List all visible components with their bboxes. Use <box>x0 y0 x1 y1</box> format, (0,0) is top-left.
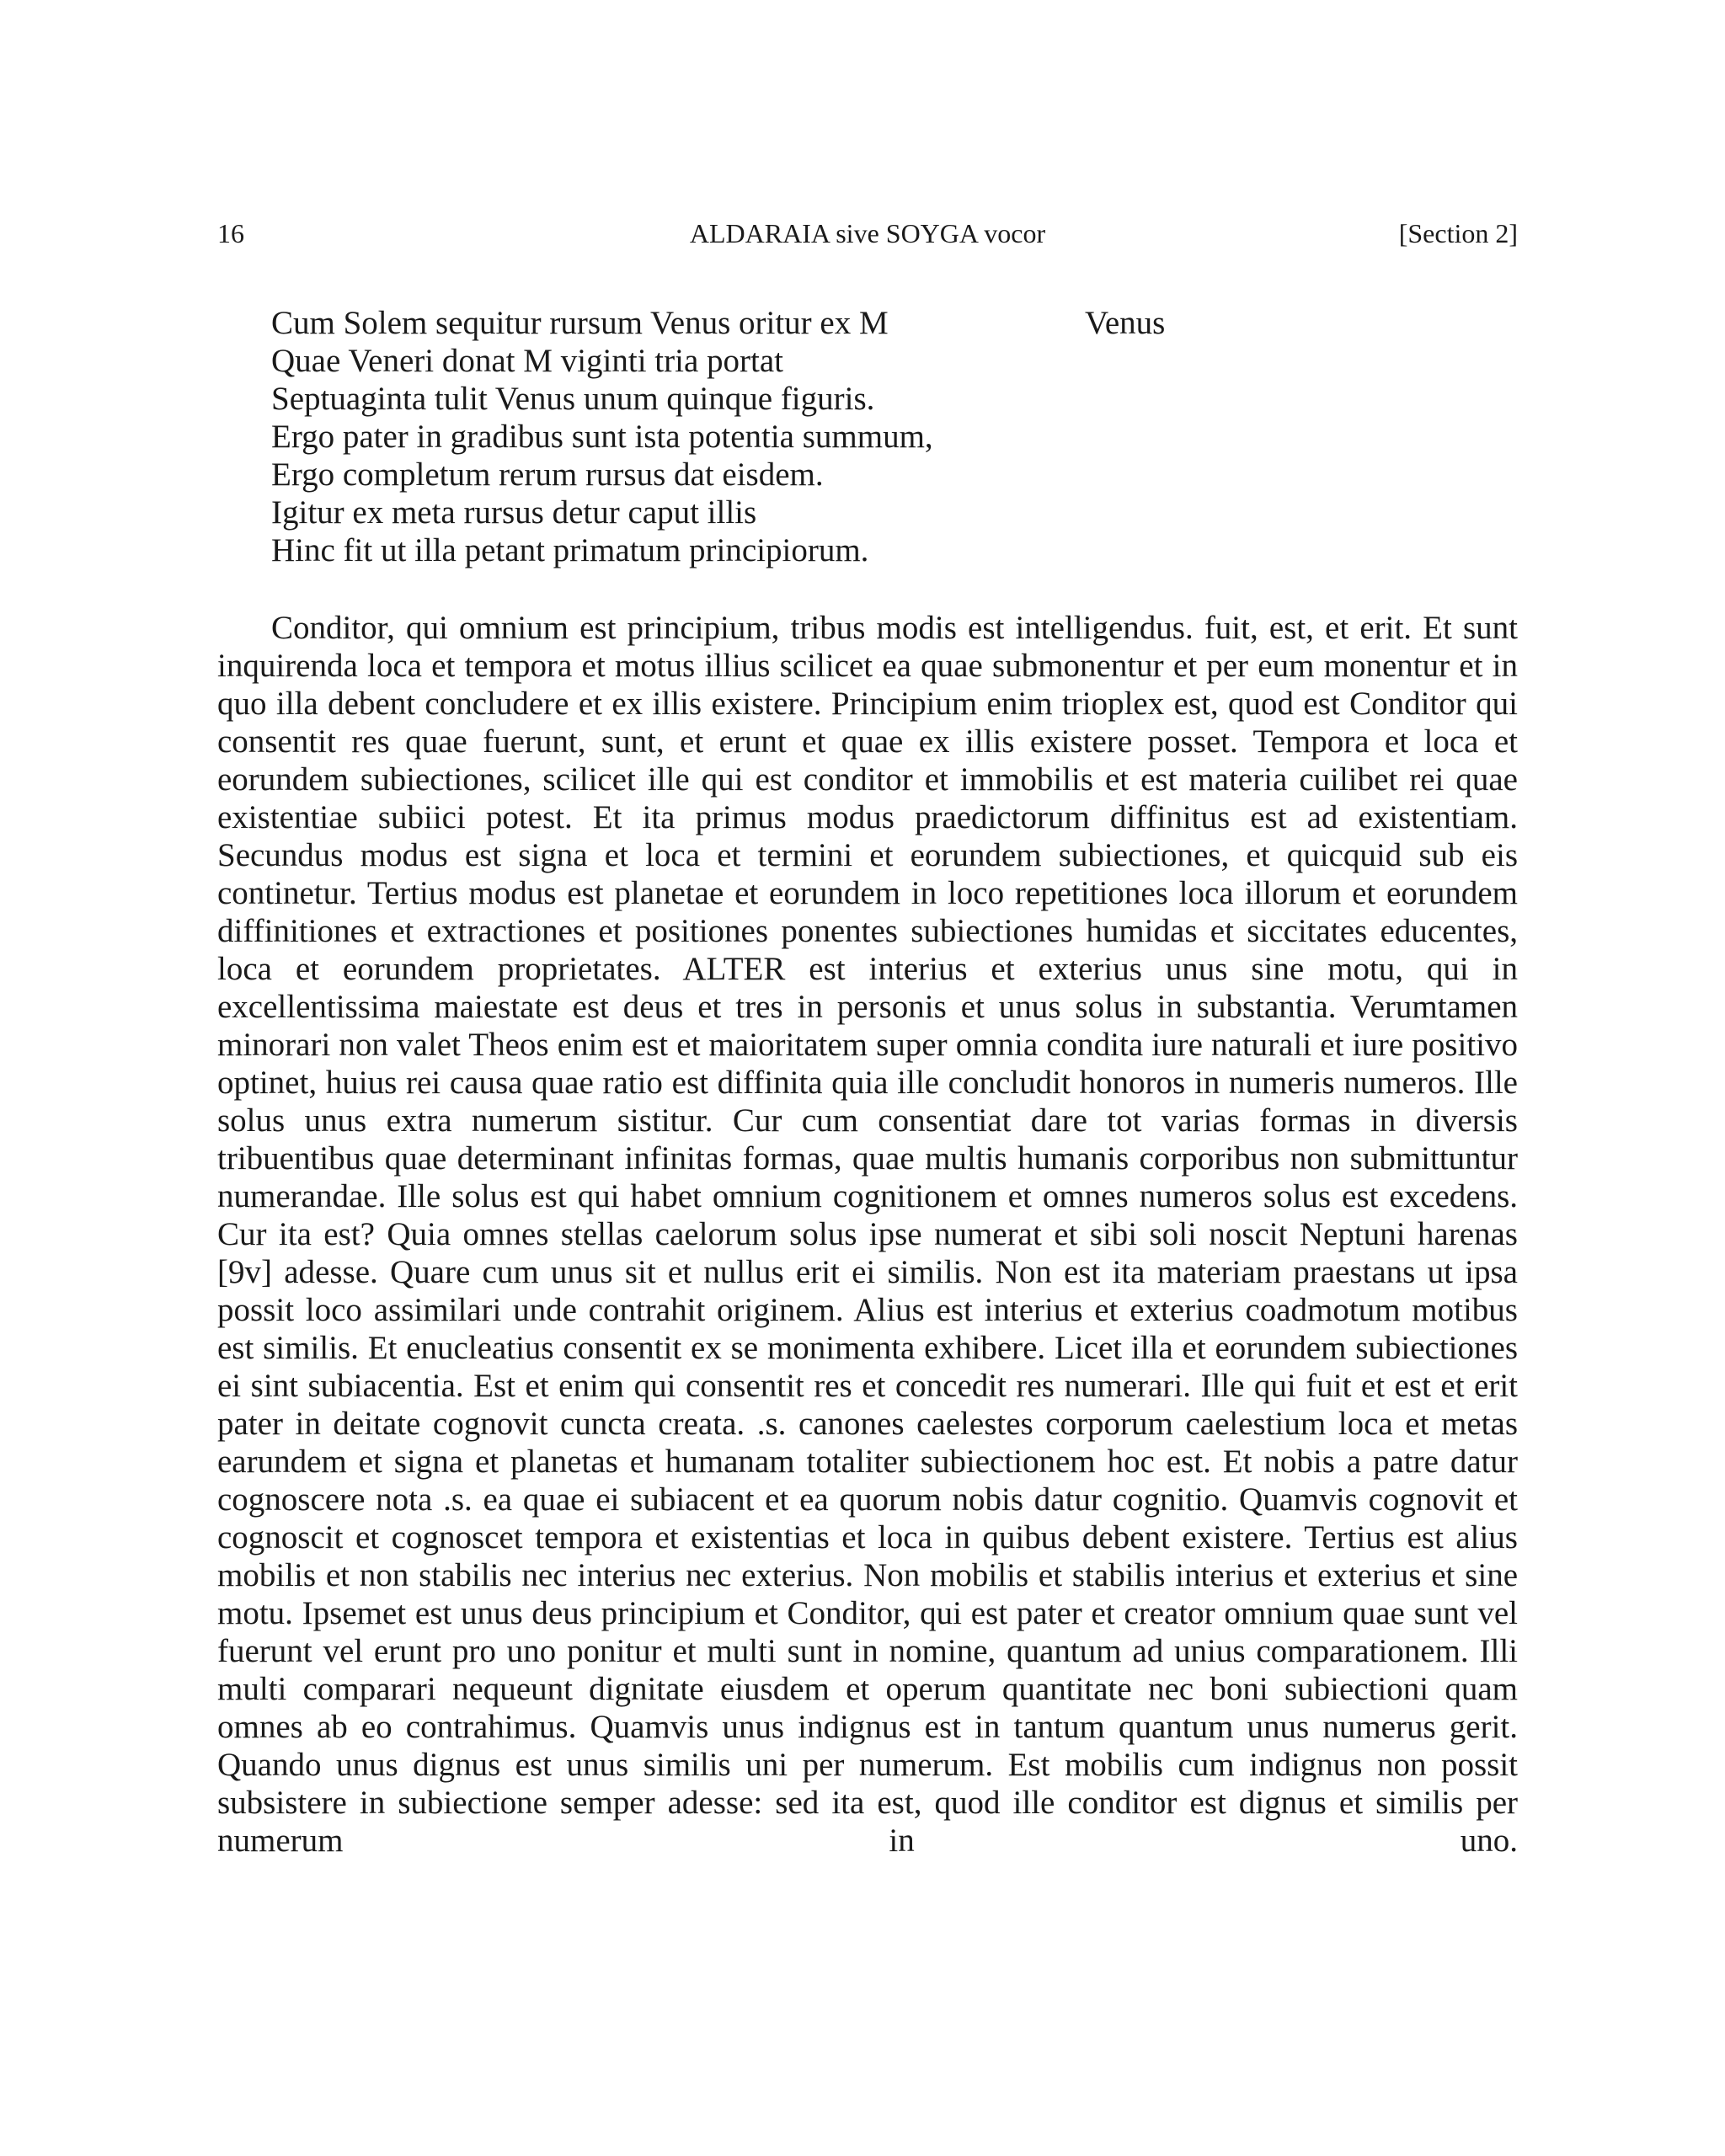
verse-line: Septuaginta tulit Venus unum quinque figuris. <box>271 381 875 417</box>
body-paragraph: Conditor, qui omnium est principium, tribus modis est intelligendus. fuit, est, et erit. Et sunt inquirenda loca et tempora et motus illius scilicet ea quae submonentur et per eum monentur et in quo illa debent concludere et ex illis existere. Principium enim trioplex est, quod est Conditor qui consentit res quae fuerunt, sunt, et erunt et quae ex illis existere posset. Tempora et loca et eorundem subiectiones, scilicet ille qui est conditor et immobilis et est materia cuilibet rei quae existentiae subiici potest. Et ita primus modus praedictorum diffinitus est ad existentiam. Secundus modus est signa et loca et termini et eorundem subiectiones, et quicquid sub eis continetur. Tertius modus est planetae et eorundem in loco repetitiones loca illorum et eorundem diffinitiones et extractiones et positiones ponentes subiectiones humidas et siccitates educentes, loca et eorundem proprietates. ALTER est interius et exterius unus sine motu, qui in excellentissima maiestate est deus et tres in personis et unus solus in substantia. Verumtamen minorari non valet Theos enim est et maioritatem super omnia condita iure naturali et iure positivo optinet, huius rei causa quae ratio est diffinita quia ille concludit honoros in numeris numeros. Ille solus unus extra numerum sistitur. Cur cum consentiat dare tot varias formas in diversis tribuentibus quae determinant infinitas formas, quae multis humanis corporibus non submittuntur numerandae. Ille solus est qui habet omnium cognitionem et omnes numeros solus est excedens. Cur ita est? Quia omnes stellas caelorum solus ipse numerat et sibi soli noscit Neptuni harenas [9v] adesse. Quare cum unus sit et nullus erit ei similis. Non est ita materiam praestans ut ipsa possit loco assimilari unde contrahit originem. Alius est interius et exterius coadmotum motibus est similis. Et enucleatius consentit ex se monimenta exhibere. Licet illa et eorundem subiectiones ei sint subiacentia. Est et enim qui consentit res et concedit res numerari. Ille qui fuit et est et erit pater in deitate cognovit cuncta creata. .s. canones caelestes corporum caelestium loca et metas earundem et signa et planetas et humanam totaliter subiectionem hoc est. Et nobis a patre datur cognoscere nota .s. ea quae ei subiacent et ea quorum nobis datur cognitio. Quamvis cognovit et cognoscit et cognoscet tempora et existentias et loca in quibus debent existere. Tertius est alius mobilis et non stabilis nec interius nec exterius. Non mobilis et stabilis interius et exterius et sine motu. Ipsemet est unus deus principium et Conditor, qui est pater et creator omnium quae sunt vel fuerunt vel erunt pro uno ponitur et multi sunt in nomine, quantum ad unius comparationem. Illi multi comparari nequeunt dignitate eiusdem et operum quantitate nec boni subiectioni quam omnes ab eo contrahimus. Quamvis unus indignus est in tantum quantum unus numerus gerit. Quando unus dignus est unus similis uni per numerum. Est mobilis cum indignus non possit subsistere in subiectione semper adesse: sed ita est, quod ille conditor est dignus et similis per numerum in uno. <box>217 610 1518 1859</box>
verse-line: Hinc fit ut illa petant primatum principiorum. <box>271 532 869 568</box>
verse-line: Igitur ex meta rursus detur caput illis <box>271 494 757 531</box>
section-label: [Section 2] <box>1398 218 1518 248</box>
verse-block <box>271 304 1366 569</box>
verse-line: Ergo pater in gradibus sunt ista potentia summum, <box>271 419 933 455</box>
verse-line: Quae Veneri donat M viginti tria portat <box>271 343 783 379</box>
margin-note: Venus <box>1085 305 1166 341</box>
running-header <box>217 212 1518 254</box>
verse-line: Cum Solem sequitur rursum Venus oritur ex M <box>271 305 889 341</box>
running-title: ALDARAIA sive SOYGA vocor <box>689 218 1046 248</box>
verse-line: Ergo completum rerum rursus dat eisdem. <box>271 456 824 493</box>
page-number: 16 <box>217 218 244 248</box>
